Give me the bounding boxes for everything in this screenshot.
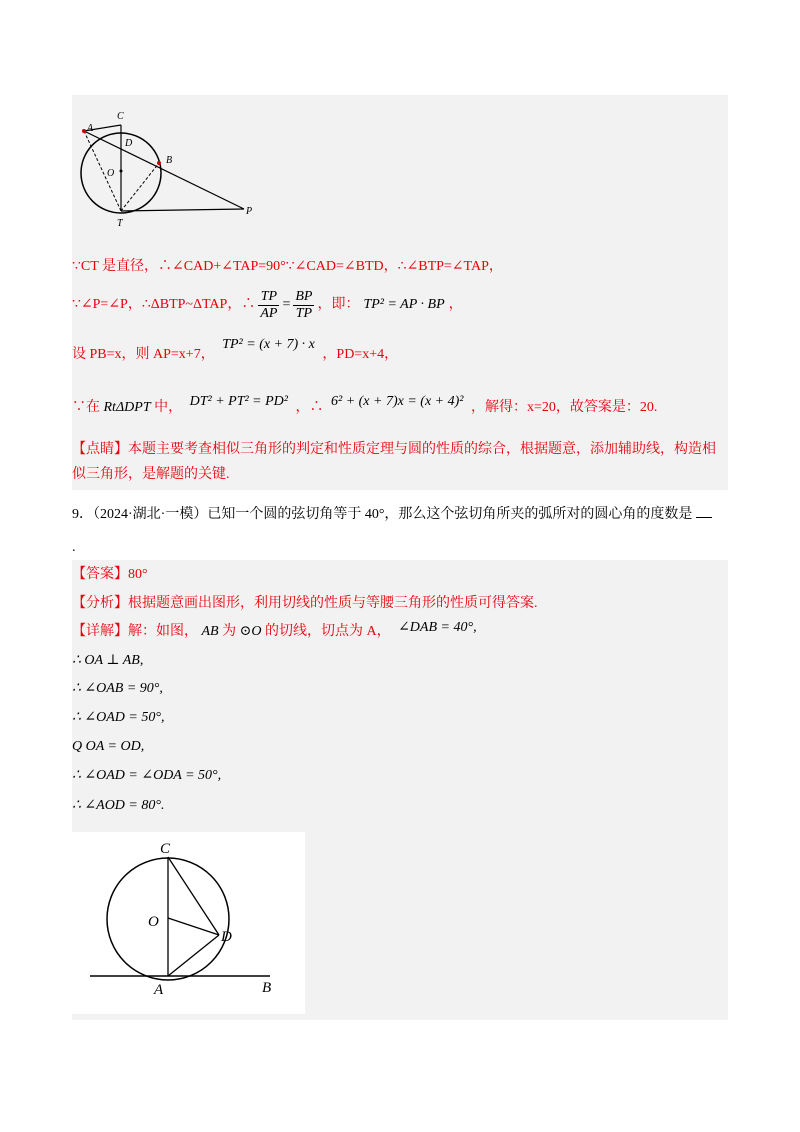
sol9-step3: ∴ ∠OAD = 50°,	[72, 710, 165, 725]
sol9-step2: ∴ ∠OAB = 90°,	[72, 681, 163, 696]
sol9-step4: Q OA = OD,	[72, 739, 145, 754]
sol8-dianjing-1: 【点睛】本题主要考查相似三角形的判定和性质定理与圆的性质的综合，根据题意，添加辅助线，构造相	[72, 442, 716, 457]
fig1-label-p: P	[246, 206, 253, 217]
sol9-analysis: 【分析】根据题意画出图形，利用切线的性质与等腰三角形的性质可得答案.	[72, 596, 538, 611]
sol8-l4-formula2: 6² + (x + 7)x = (x + 4)²	[331, 394, 464, 409]
fraction-bp-tp	[293, 289, 314, 322]
sol8-l3a: 设 PB=x，则 AP=x+7，	[72, 347, 215, 362]
fig1-dash-at	[84, 131, 121, 211]
sol9-detail-angle: ∠DAB = 40°,	[398, 620, 477, 635]
sol8-l2c: ，	[448, 297, 463, 312]
fig2-label-d: D	[221, 929, 232, 945]
question-9-end: .	[72, 540, 76, 555]
fig2-chord-cd	[168, 857, 219, 935]
fig1-point-b	[157, 161, 161, 165]
sol9-detail-ab: AB	[201, 624, 219, 639]
fraction-tp-ap	[258, 289, 279, 322]
frac1-num: TP	[258, 289, 279, 306]
sol8-l3-formula: TP² = (x + 7) · x	[222, 337, 315, 352]
question-9	[72, 505, 712, 525]
sol8-line2	[72, 285, 463, 325]
fig1-label-t: T	[117, 218, 123, 229]
figure-circle-tangent-p	[80, 105, 260, 235]
fig1-dash-tb	[121, 163, 159, 211]
sol9-detail-a: 【详解】解：如图，	[72, 624, 198, 639]
sol8-l2a: ∵∠P=∠P，∴ΔBTP~ΔTAP，∴	[72, 297, 256, 312]
sol9-step1: ∴ OA ⊥ AB,	[72, 653, 144, 668]
fig1-label-o: O	[107, 168, 115, 179]
fig1-label-d: D	[125, 138, 133, 149]
fig1-label-c: C	[117, 111, 124, 122]
sol8-l2b: ，即：	[317, 297, 360, 312]
sol8-dianjing-2: 似三角形，是解题的关键.	[72, 467, 230, 482]
sol9-detail-circle: ⊙O	[239, 624, 262, 639]
sol8-l4-formula1: DT² + PT² = PD²	[189, 394, 288, 409]
frac-equals: =	[282, 297, 291, 312]
sol8-l4-rt: RtΔDPT	[103, 400, 151, 415]
fig2-label-b: B	[262, 980, 272, 996]
sol8-l4d: ，解得：x=20，故答案是：20.	[470, 400, 658, 415]
fig2-label-a: A	[154, 982, 164, 998]
fig1-label-b: B	[166, 155, 173, 166]
sol8-l4c: ，∴	[295, 400, 324, 415]
sol8-l4a: ∵在	[72, 400, 100, 415]
fig1-label-a: A	[87, 123, 94, 134]
question-9-text: 9．（2024·湖北·一模）已知一个圆的弦切角等于 40°，那么这个弦切角所夹的弧所对的圆心角的度数是	[72, 507, 693, 522]
sol9-step6: ∴ ∠AOD = 80°.	[72, 798, 165, 813]
fig1-point-a	[82, 129, 86, 133]
fig2-label-o: O	[148, 914, 159, 930]
fig2-chord-ad	[168, 935, 219, 976]
sol9-detail-b: 为	[222, 624, 237, 639]
sol8-l3b: ，PD=x+4，	[322, 347, 399, 362]
frac2-num: BP	[295, 288, 313, 304]
frac1-den: AP	[260, 305, 278, 321]
sol9-detail	[72, 622, 477, 642]
sol8-line1: ∵CT 是直径，∴∠CAD+∠TAP=90°∵∠CAD=∠BTD，∴∠BTP=∠TAP，	[72, 259, 503, 274]
sol8-l4b: 中，	[154, 400, 183, 415]
fig2-label-c: C	[160, 841, 171, 857]
sol9-step5: ∴ ∠OAD = ∠ODA = 50°,	[72, 768, 222, 783]
sol8-line3	[72, 337, 399, 365]
fig2-segment-od	[168, 918, 219, 935]
fig1-point-o	[120, 170, 123, 173]
sol8-l2-formula: TP² = AP · BP	[363, 297, 445, 312]
sol9-detail-c: 的切线，切点为 A，	[264, 624, 391, 639]
sol9-answer: 【答案】80°	[72, 567, 148, 582]
frac2-den: TP	[295, 305, 313, 321]
answer-blank	[696, 517, 712, 518]
sol8-line4	[72, 394, 658, 418]
figure-circle-chord-tangent	[72, 832, 305, 1014]
